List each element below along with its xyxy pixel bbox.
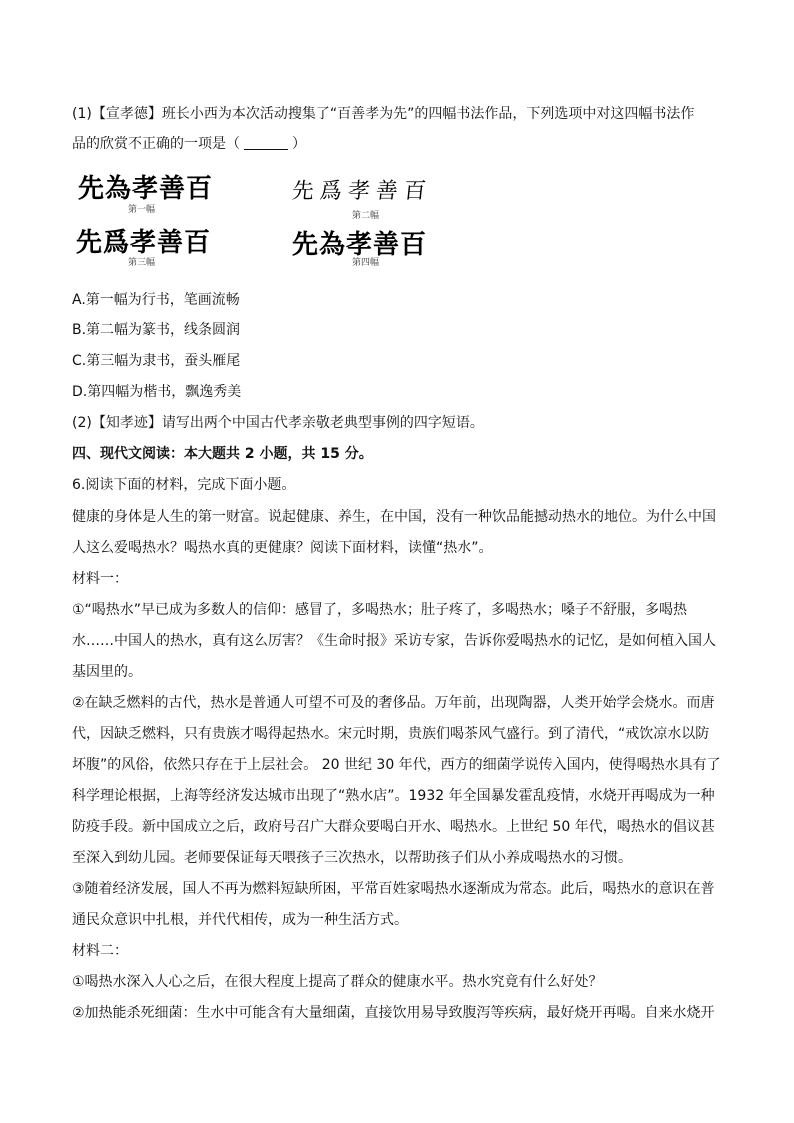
artwork-3-calligraphy: 先爲孝善百 (76, 228, 212, 258)
question-6: 6.阅读下面的材料，完成下面小题。 (72, 477, 296, 493)
material-2-line-2: ②加热能杀死细菌：生水中可能含有大量细菌，直接饮用易导致腹泻等疾病，最好烧开再喝。自来水烧开 (72, 1005, 715, 1021)
material-1-line-6: 坏腹”的风俗，依然只存在于上层社会。 20 世纪 30 年代，西方的细菌学说传入国内，使得喝热水具有了 (72, 757, 721, 773)
material-1-line-3: 基因里的。 (72, 664, 142, 680)
material-1-line-8: 防疫手段。新中国成立之后，政府号召广大群众要喝白开水、喝热水。上世纪 50 年代，喝热水的倡议甚 (72, 819, 715, 835)
artwork-3-caption: 第三幅 (128, 258, 156, 268)
answer-blank[interactable] (244, 135, 288, 150)
artwork-4-caption: 第四幅 (352, 258, 380, 268)
option-b: B.第二幅为篆书，线条圆润 (72, 322, 241, 338)
question-1-prompt: 品的欣赏不正确的一项是（ (72, 136, 240, 152)
material-2-title: 材料二： (72, 943, 128, 959)
material-1-line-11: 通民众意识中扎根，并代代相传，成为一种生活方式。 (72, 912, 408, 928)
question-1-line-1: (1)【宣孝德】班长小西为本次活动搜集了“百善孝为先”的四幅书法作品，下列选项中对这四幅书法作 (72, 106, 695, 122)
artwork-1-caption: 第一幅 (128, 205, 156, 215)
material-1-title: 材料一： (72, 571, 128, 587)
material-1-line-7: 科学理论根据，上海等经济发达城市出现了“熟水店”。1932 年全国暴发霍乱疫情，水烧开再喝成为一种 (72, 788, 715, 804)
intro-line-1: 健康的身体是人生的第一财富。说起健康、养生，在中国，没有一种饮品能撼动热水的地位。为什么中国 (72, 509, 716, 525)
artwork-2-calligraphy: 先爲孝善百 (290, 179, 434, 204)
question-2: (2)【知孝迹】请写出两个中国古代孝亲敬老典型事例的四字短语。 (72, 415, 484, 431)
question-1-close-paren: ） (292, 136, 306, 152)
option-a: A.第一幅为行书，笔画流畅 (72, 292, 240, 308)
question-1-line-2 (72, 134, 722, 154)
artwork-2-caption: 第二幅 (352, 211, 380, 221)
material-2-line-1: ①喝热水深入人心之后，在很大程度上提高了群众的健康水平。热水究竟有什么好处？ (72, 974, 603, 990)
material-1-line-5: 代，因缺乏燃料，只有贵族才喝得起热水。宋元时期，贵族们喝茶风气盛行。到了清代，“戒饮凉水以防 (72, 726, 710, 742)
material-1-line-4: ②在缺乏燃料的古代，热水是普通人可望不可及的奢侈品。万年前，出现陶器，人类开始学会烧水。而唐 (72, 695, 715, 711)
artwork-1-calligraphy: 先為孝善百 (78, 174, 214, 204)
material-1-line-1: ①“喝热水”早已成为多数人的信仰：感冒了，多喝热水；肚子疼了，多喝热水；嗓子不舒服，多喝热 (72, 602, 688, 618)
intro-line-2: 人这么爱喝热水？喝热水真的更健康？阅读下面材料，读懂“热水”。 (72, 540, 493, 556)
artwork-4-calligraphy: 先為孝善百 (292, 230, 428, 260)
material-1-line-9: 至深入到幼儿园。老师要保证每天喂孩子三次热水，以帮助孩子们从小养成喝热水的习惯。 (72, 850, 632, 866)
section-4-heading: 四、现代文阅读：本大题共 2 小题，共 15 分。 (72, 446, 373, 462)
option-c: C.第三幅为隶书，蚕头雁尾 (72, 353, 241, 369)
material-1-line-10: ③随着经济发展，国人不再为燃料短缺所困，平常百姓家喝热水逐渐成为常态。此后，喝热水的意识在普 (72, 881, 715, 897)
option-d: D.第四幅为楷书，飘逸秀美 (72, 384, 242, 400)
material-1-line-2: 水……中国人的热水，真有这么厉害？《生命时报》采访专家，告诉你爱喝热水的记忆，是如何植入国人 (72, 633, 716, 649)
